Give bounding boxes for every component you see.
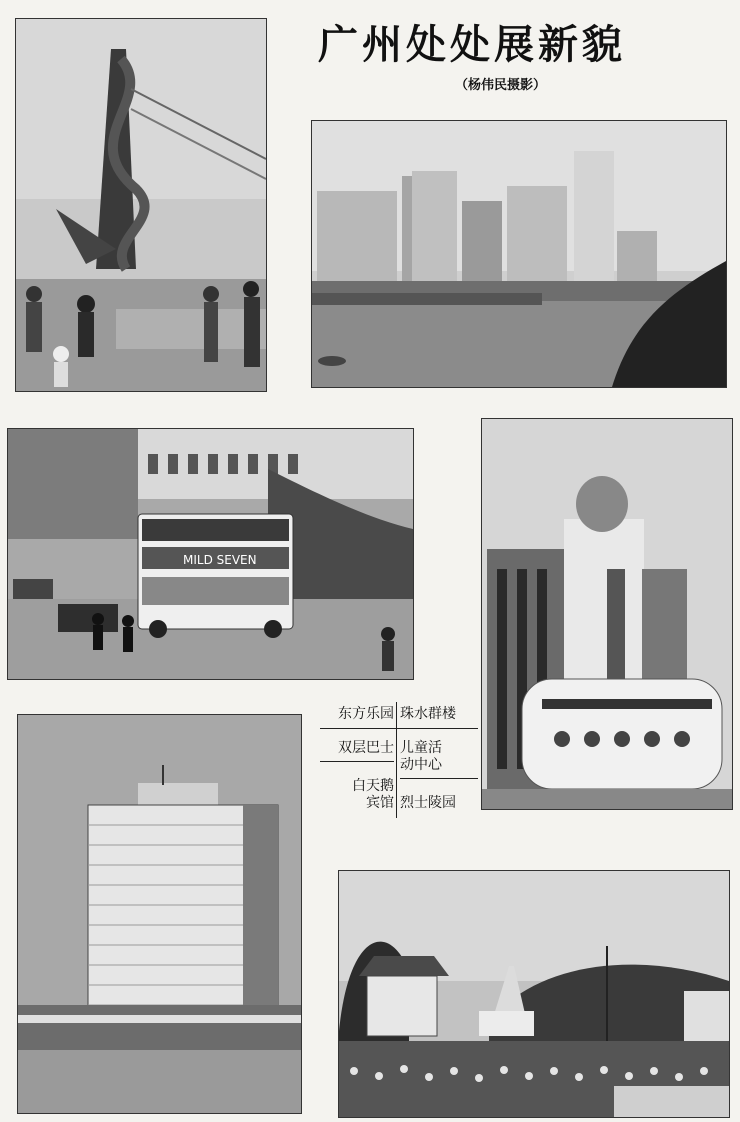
caption-ertong-line1: 儿童活	[400, 740, 442, 756]
caption-divider-1	[320, 728, 478, 729]
caption-divider-vertical	[396, 702, 397, 818]
caption-divider-3	[400, 778, 478, 779]
photo-baitiane-binguan	[17, 714, 302, 1114]
page-title: 广州处处展新貌	[318, 22, 626, 68]
photo-zhushui-qunlou	[311, 120, 727, 388]
photo-dongfang-leyuan	[15, 18, 267, 392]
caption-shuangceng-bashi: 双层巴士	[338, 740, 394, 756]
photo-ertong-huodong-zhongxin	[481, 418, 733, 810]
photo-shuangceng-bashi	[7, 428, 414, 680]
caption-lieshi-lingyuan: 烈士陵园	[400, 795, 456, 811]
caption-divider-2	[320, 761, 394, 762]
caption-block	[316, 698, 482, 828]
caption-dongfang-leyuan: 东方乐园	[338, 706, 394, 722]
photo-credit: （杨伟民摄影）	[455, 78, 547, 93]
caption-baitiane-line2: 宾馆	[366, 795, 394, 811]
bus-ad-text: MILD SEVEN	[183, 553, 257, 567]
caption-baitiane-line1: 白天鹅	[352, 778, 394, 794]
caption-ertong-line2: 动中心	[400, 757, 442, 773]
caption-zhushui-qunlou: 珠水群楼	[400, 706, 456, 722]
photo-lieshi-lingyuan	[338, 870, 730, 1118]
